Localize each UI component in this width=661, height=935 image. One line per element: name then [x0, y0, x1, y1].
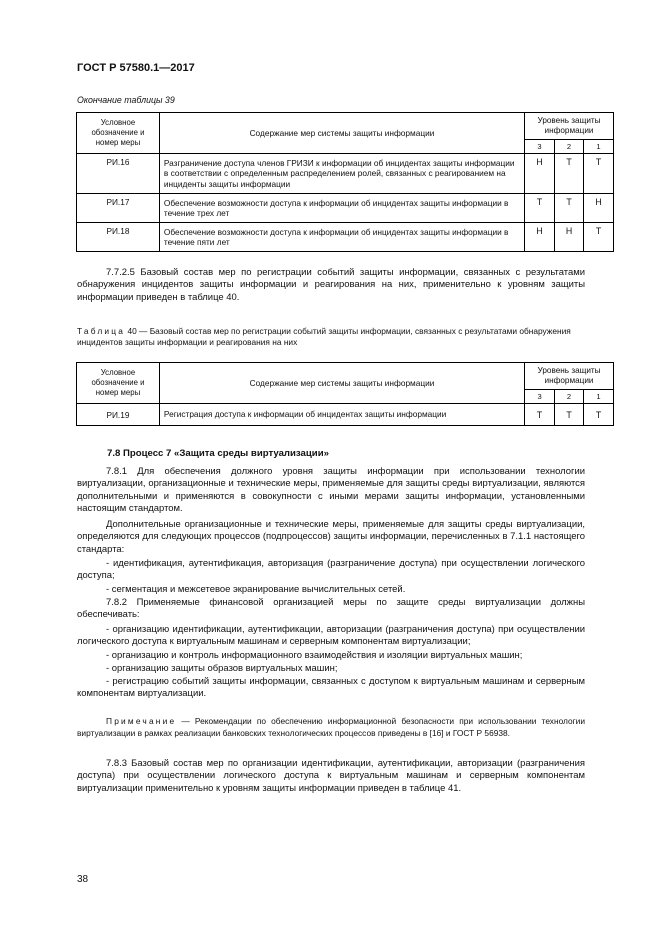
table-row — [77, 154, 614, 194]
level-value: Т — [584, 223, 614, 252]
col-header-level: Уровень защиты информации — [525, 363, 614, 390]
level-value: Н — [584, 194, 614, 223]
measure-text: Регистрация доступа к информации об инцидентах защиты информации — [159, 404, 524, 426]
level-3-header: 3 — [525, 140, 555, 154]
col-header-level: Уровень защиты информации — [525, 113, 614, 140]
measure-text: Разграничение доступа членов ГРИЗИ к информации об инцидентах защиты информации в соответствии с определенным распределением ролей, связанных с реагированием на инциденты защиты информации — [159, 154, 524, 194]
level-value: Т — [584, 154, 614, 194]
col-header-content: Содержание мер системы защиты информации — [159, 113, 524, 154]
level-value: Т — [525, 194, 555, 223]
list-item: - идентификация, аутентификация, авторизация (разграничение доступа) при осуществлении логического доступа; — [77, 558, 585, 582]
measure-code: РИ.19 — [77, 404, 160, 426]
table-continuation-label: Окончание таблицы 39 — [77, 95, 175, 105]
list-item: - организацию идентификации, аутентификации, авторизации (разграничения доступа) при осуществлении логического доступа к виртуальным машинам и серверным компонентам виртуализации; — [77, 624, 585, 648]
level-value: Н — [555, 223, 584, 252]
level-value: Т — [555, 404, 584, 426]
level-value: Т — [584, 404, 614, 426]
page-number: 38 — [77, 874, 89, 885]
caption-text: 40 — Базовый состав мер по регистрации событий защиты информации, связанных с результатами обнаружения инцидентов защиты информации и реагирования на них — [77, 326, 571, 347]
table-40 — [76, 362, 614, 426]
measure-code: РИ.16 — [77, 154, 160, 194]
measure-text: Обеспечение возможности доступа к информации об инцидентах защиты информации в течение трех лет — [159, 194, 524, 223]
level-2-header: 2 — [555, 140, 584, 154]
level-value: Т — [555, 194, 584, 223]
paragraph-additional: Дополнительные организационные и технические меры, применяемые для защиты среды виртуализации, определяются для следующих процессов (подпроцессов) защиты информации, перечисленных в 7.1.1 настоящего стандарта: — [77, 519, 585, 555]
list-item: - организацию защиты образов виртуальных машин; — [106, 663, 338, 674]
paragraph-7-8-2: 7.8.2 Применяемые финансовой организацией меры по защите среды виртуализации должны обеспечивать: — [77, 597, 585, 621]
document-code: ГОСТ Р 57580.1—2017 — [77, 62, 195, 74]
col-header-content: Содержание мер системы защиты информации — [159, 363, 524, 404]
caption-label: Таблица — [77, 326, 126, 336]
level-3-header: 3 — [525, 390, 555, 404]
level-2-header: 2 — [555, 390, 584, 404]
level-value: Н — [525, 154, 555, 194]
level-1-header: 1 — [584, 390, 614, 404]
paragraph-7-7-2-5: 7.7.2.5 Базовый состав мер по регистрации событий защиты информации, связанных с результатами обнаружения инцидентов защиты информации и реагирования на них, применительно к уровням защиты информации приведен в таблице 40. — [77, 267, 585, 303]
list-item: - сегментация и межсетевое экранирование вычислительных сетей. — [106, 584, 406, 595]
paragraph-7-8-1: 7.8.1 Для обеспечения должного уровня защиты информации при использовании технологии виртуализации, организационные и технические меры, применяемые для защиты среды виртуализации, являются дополнительными и применяются в совокупности с иными мерами защиты информации, установленными настоящим стандартом. — [77, 466, 585, 514]
level-1-header: 1 — [584, 140, 614, 154]
note-label: Примечание — [106, 716, 177, 726]
measure-code: РИ.18 — [77, 223, 160, 252]
table-row — [77, 223, 614, 252]
list-item: - организацию и контроль информационного взаимодействия и изоляции виртуальных машин; — [106, 650, 523, 661]
level-value: Т — [525, 404, 555, 426]
table-row — [77, 194, 614, 223]
col-header-code: Условное обозначение и номер меры — [77, 113, 160, 154]
table-39-end — [76, 112, 614, 252]
col-header-code: Условное обозначение и номер меры — [77, 363, 160, 404]
table-40-caption — [77, 326, 589, 348]
note-text: — Рекомендации по обеспечению информационной безопасности при использовании технологии виртуализации в рамках реализации банковских технологических процессов приведены в [16] и ГОСТ Р 56938. — [77, 716, 585, 738]
list-item: - регистрацию событий защиты информации, связанных с доступом к виртуальным машинам и серверным компонентам виртуализации. — [77, 676, 585, 700]
paragraph-7-8-3: 7.8.3 Базовый состав мер по организации идентификации, аутентификации, авторизации (разграничения доступа) при осуществлении логического доступа к виртуальным машинам и серверным компонентам виртуализации применительно к уровням защиты информации приведен в таблице 41. — [77, 758, 585, 794]
measure-code: РИ.17 — [77, 194, 160, 223]
table-row — [77, 404, 614, 426]
note — [77, 716, 585, 739]
section-heading: 7.8 Процесс 7 «Защита среды виртуализации» — [107, 448, 329, 459]
measure-text: Обеспечение возможности доступа к информации об инцидентах защиты информации в течение пяти лет — [159, 223, 524, 252]
level-value: Т — [555, 154, 584, 194]
level-value: Н — [525, 223, 555, 252]
